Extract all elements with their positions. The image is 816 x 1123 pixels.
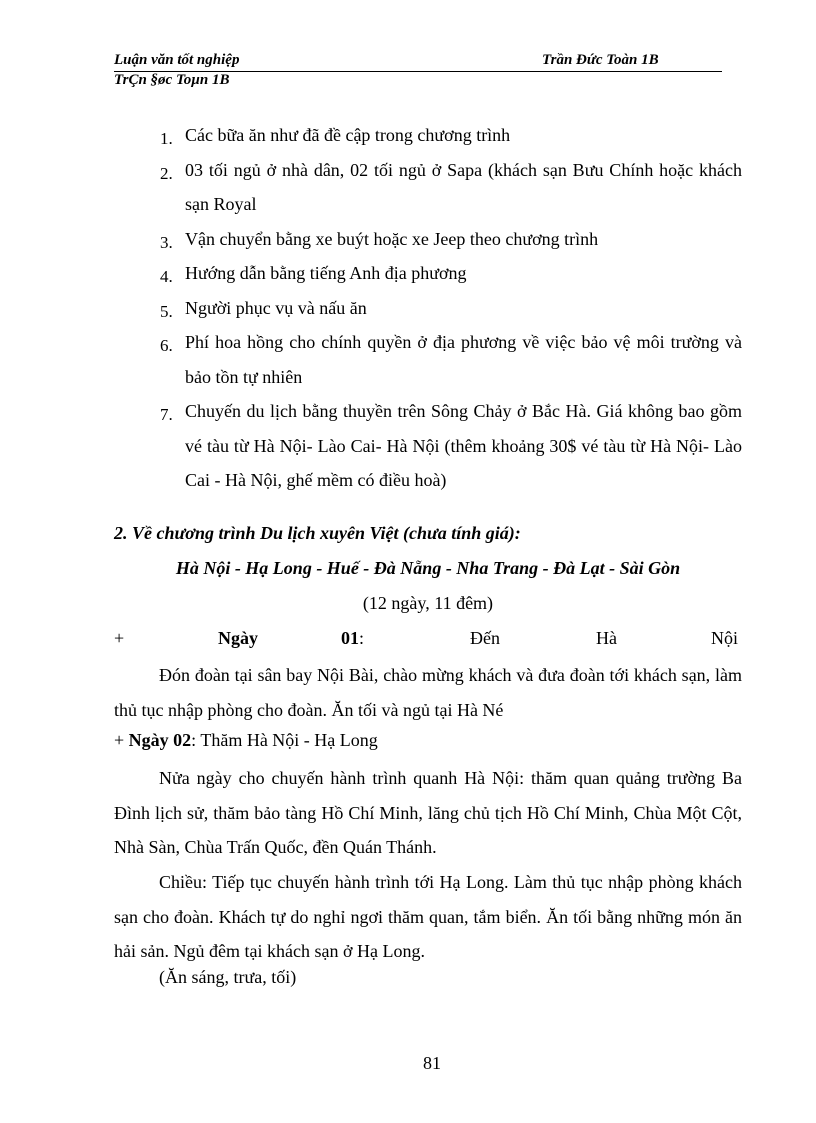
tour-route-title: Hà Nội - Hạ Long - Huế - Đà Nẵng - Nha Trang - Đà Lạt - Sài Gòn xyxy=(175,558,681,578)
section-heading: 2. Về chương trình Du lịch xuyên Việt (chưa tính giá): xyxy=(114,523,521,543)
list-item xyxy=(160,291,742,326)
day-2-title: : Thăm Hà Nội - Hạ Long xyxy=(191,730,378,750)
day-2-meals: (Ăn sáng, trưa, tối) xyxy=(159,967,297,987)
day-2-plus: + xyxy=(114,730,129,750)
day-2-heading xyxy=(114,730,378,751)
running-header xyxy=(114,52,722,72)
list-item-text: Các bữa ăn như đã đề cập trong chương trình xyxy=(185,125,511,145)
day-1-label: Ngày xyxy=(218,628,258,648)
list-item-number: 7. xyxy=(160,405,173,424)
day-1-number: 01 xyxy=(341,628,359,648)
list-item xyxy=(160,325,742,394)
list-item-number: 1. xyxy=(160,129,173,148)
header-second-line: TrÇn §øc Toµn 1B xyxy=(114,72,230,88)
list-item-text: Người phục vụ và nấu ăn xyxy=(185,297,367,318)
tour-duration: (12 ngày, 11 đêm) xyxy=(362,593,494,613)
list-item-text: Hướng dẫn bằng tiếng Anh địa phương xyxy=(185,263,467,283)
list-item-number: 2. xyxy=(160,163,173,183)
day-2-morning-description: Nửa ngày cho chuyến hành trình quanh Hà Nội: thăm quan quảng trường Ba Đình lịch sử, thăm bảo tàng Hồ Chí Minh, lăng chủ tịch Hồ Chí Minh, Chùa Một Cột, Nhà Sàn, Chùa Trấn Quốc, đền Quán Thánh. xyxy=(114,768,742,857)
included-services-list xyxy=(160,118,742,498)
list-item xyxy=(160,256,742,291)
list-item-text: Phí hoa hồng cho chính quyền ở địa phương về việc bảo vệ môi trường và bảo tồn tự nhiên xyxy=(185,332,742,387)
list-item xyxy=(160,153,742,222)
list-item xyxy=(160,394,742,498)
day-2-label: Ngày 02 xyxy=(128,730,192,750)
header-left-title: Luận văn tốt nghiệp xyxy=(114,52,240,68)
day-1-word-1: Đến xyxy=(470,628,500,648)
day-1-description: Đón đoàn tại sân bay Nội Bài, chào mừng khách và đưa đoàn tới khách sạn, làm thủ tục nhập phòng cho đoàn. Ăn tối và ngủ tại Hà Né xyxy=(114,665,742,720)
day-1-heading xyxy=(114,628,742,654)
day-2-afternoon-description: Chiều: Tiếp tục chuyến hành trình tới Hạ Long. Làm thủ tục nhập phòng khách sạn cho đoàn. Khách tự do nghỉ ngơi thăm quan, tắm biển. Ăn tối bằng những món ăn hải sản. Ngủ đêm tại khách sạn ở Hạ Long. xyxy=(114,872,742,961)
day-1-word-2: Hà xyxy=(596,628,617,648)
list-item-number: 6. xyxy=(160,336,173,355)
page-number: 81 xyxy=(423,1053,441,1073)
list-item-number: 3. xyxy=(160,232,173,252)
list-item-text: 03 tối ngủ ở nhà dân, 02 tối ngủ ở Sapa (khách sạn Bưu Chính hoặc khách sạn Royal xyxy=(185,159,742,214)
list-item xyxy=(160,222,742,257)
list-item-text: Chuyến du lịch bằng thuyền trên Sông Chảy ở Bắc Hà. Giá không bao gồm vé tàu từ Hà Nội- Lào Cai- Hà Nội (thêm khoảng 30$ vé tàu từ Hà Nội- Lào Cai - Hà Nội, ghế mềm có điều hoà) xyxy=(185,401,742,490)
day-1-colon: : xyxy=(359,628,365,648)
day-1-word-3: Nội xyxy=(711,628,738,648)
header-right-author: Trần Đức Toàn 1B xyxy=(542,52,659,68)
list-item-text: Vận chuyển bằng xe buýt hoặc xe Jeep theo chương trình xyxy=(185,228,599,249)
day-1-plus: + xyxy=(114,628,125,648)
list-item xyxy=(160,118,742,153)
list-item-number: 4. xyxy=(160,267,173,286)
list-item-number: 5. xyxy=(160,301,173,321)
